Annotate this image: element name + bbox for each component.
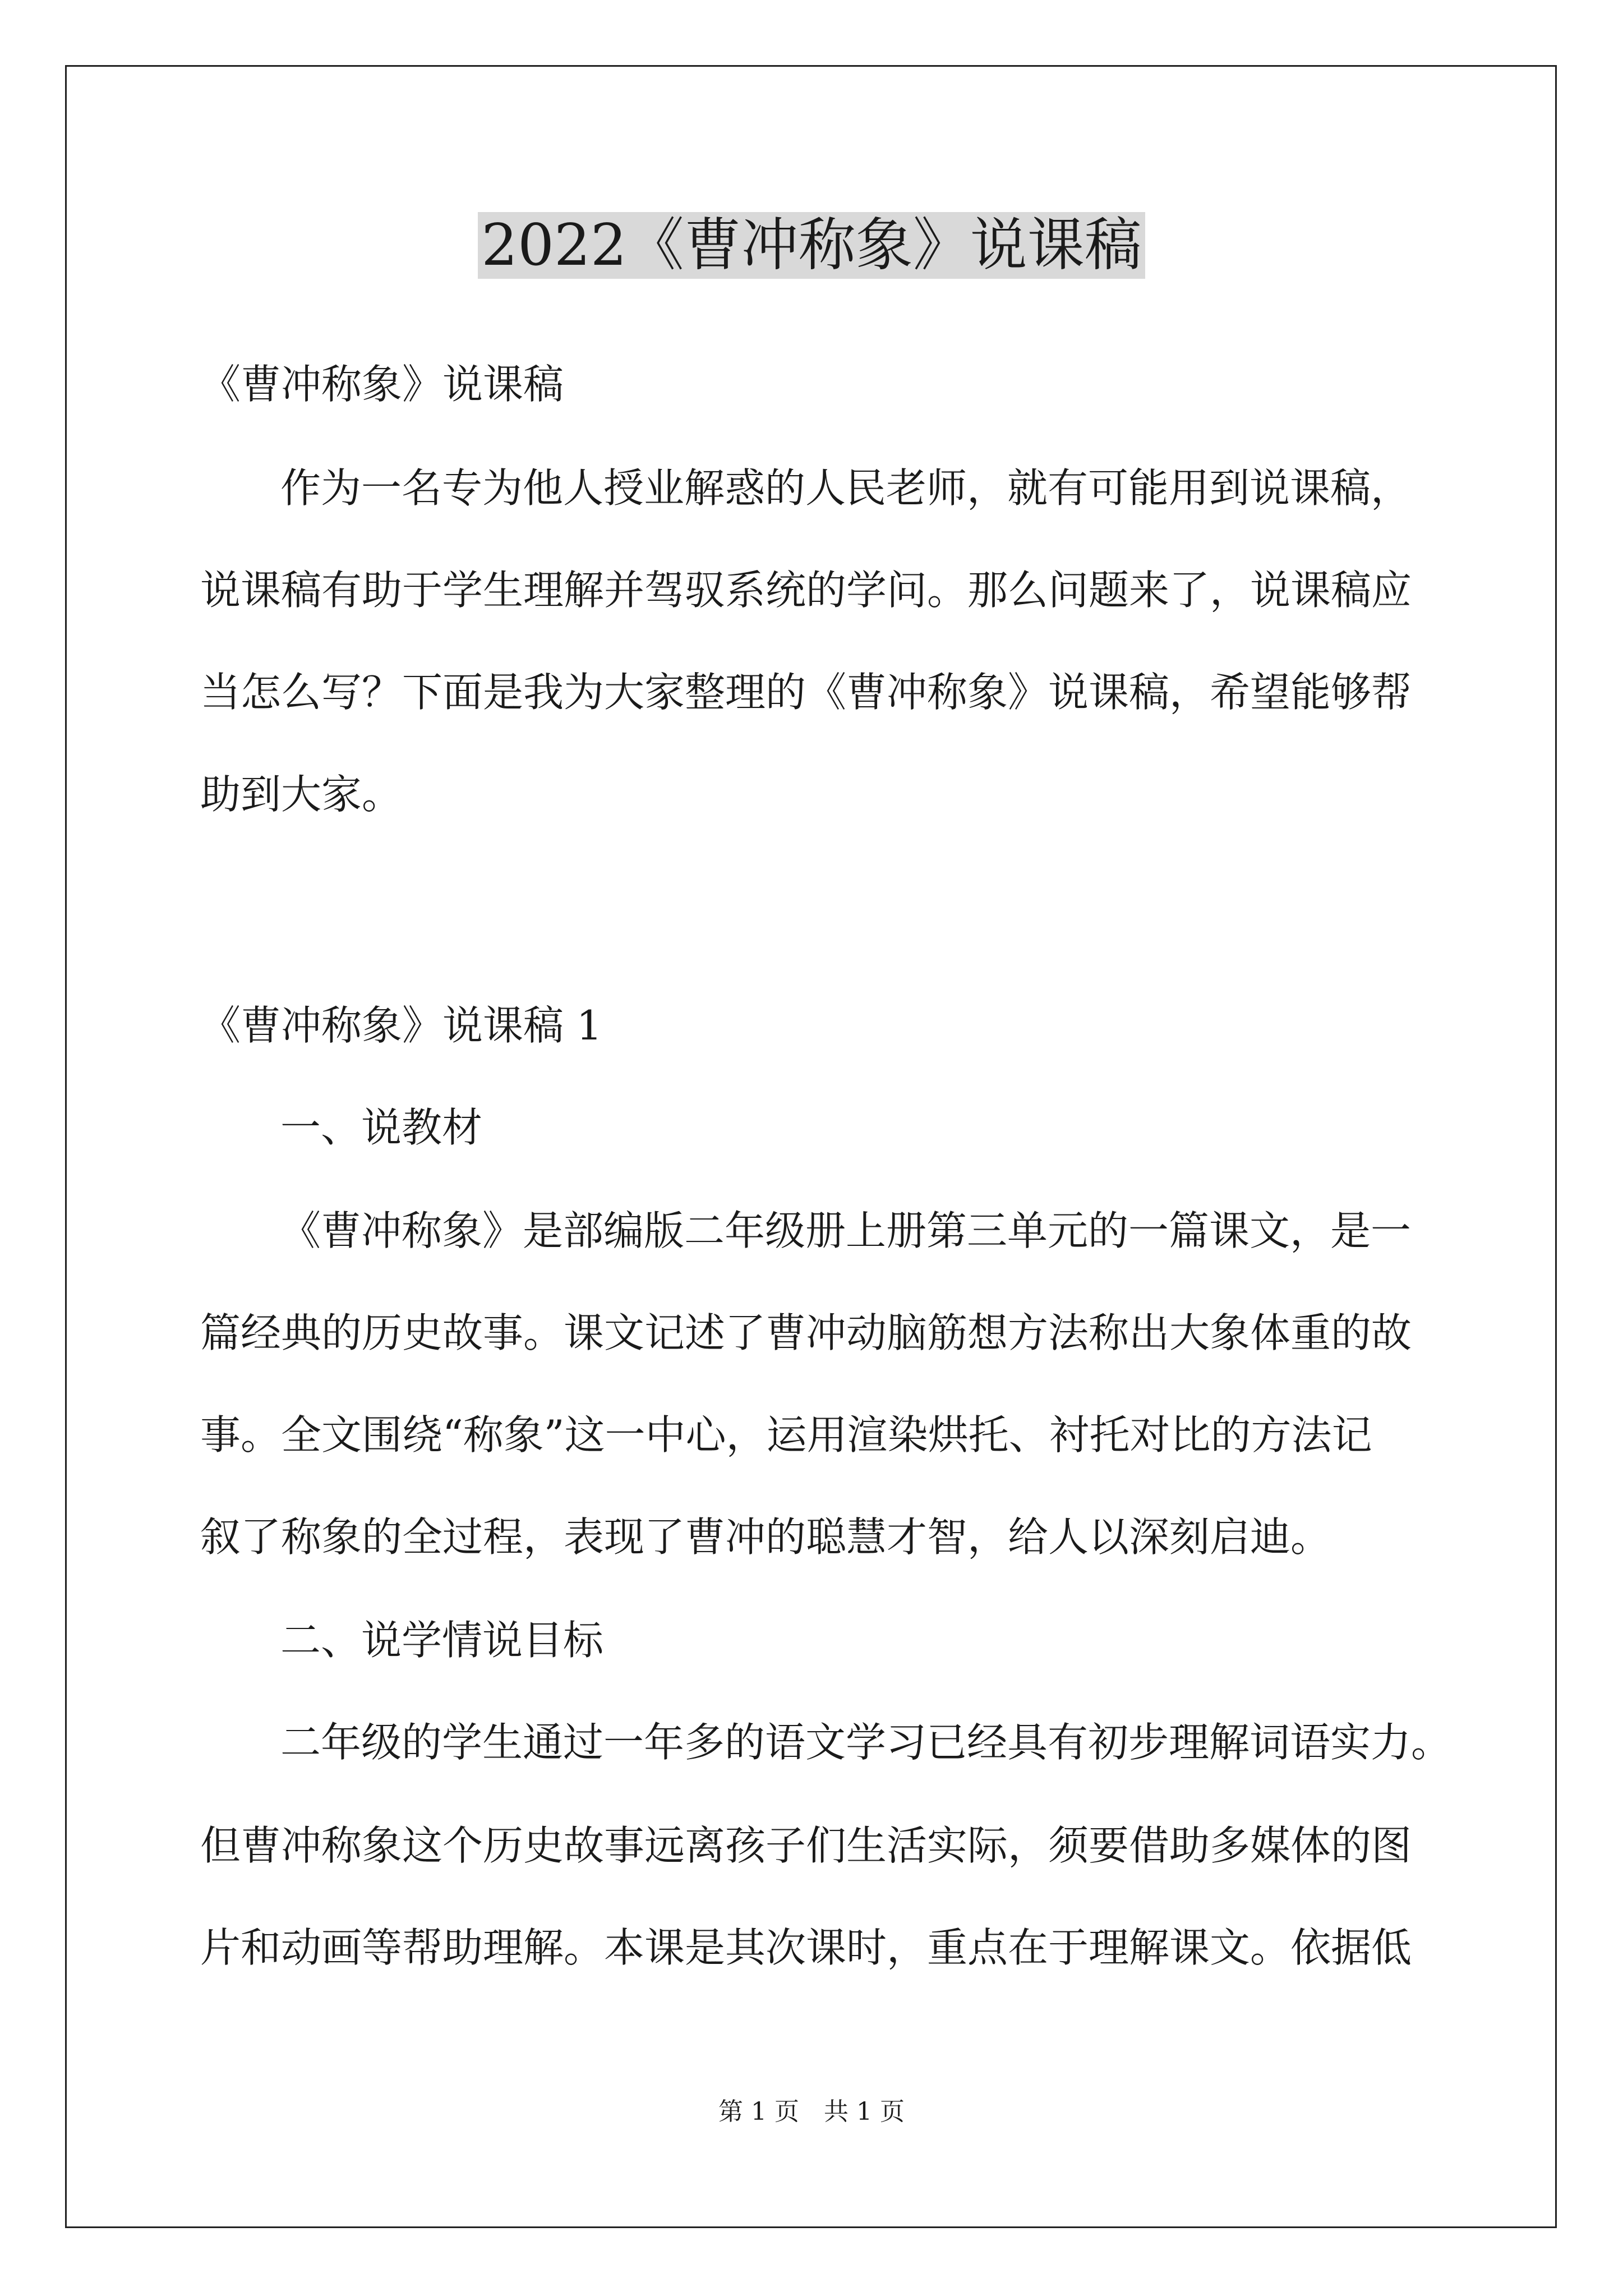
subtitle-line: 《曹冲称象》说课稿 [200,361,564,408]
paragraph-line: 说课稿有助于学生理解并驾驭系统的学问。那么问题来了，说课稿应 [200,567,1412,614]
document-title [0,206,1623,285]
document-title-text: 2022《曹冲称象》说课稿 [478,212,1145,279]
section-heading: 《曹冲称象》说课稿 1 [200,1002,602,1049]
paragraph-line: 当怎么写？下面是我为大家整理的《曹冲称象》说课稿，希望能够帮 [200,669,1412,716]
paragraph-line: 事。全文围绕“称象”这一中心，运用渲染烘托、衬托对比的方法记 [200,1411,1372,1458]
subsection-heading: 二、说学情说目标 [280,1617,604,1664]
paragraph-line: 叙了称象的全过程，表现了曹冲的聪慧才智，给人以深刻启迪。 [200,1513,1331,1561]
paragraph-line: 二年级的学生通过一年多的语文学习已经具有初步理解词语实力。 [280,1719,1452,1766]
paragraph-line: 助到大家。 [200,771,403,818]
paragraph-line: 《曹冲称象》是部编版二年级册上册第三单元的一篇课文，是一 [280,1207,1412,1254]
paragraph-line: 作为一名专为他人授业解惑的人民老师，就有可能用到说课稿， [280,464,1412,512]
subsection-heading: 一、说教材 [280,1104,483,1151]
page-number: 第 1 页 共 1 页 [718,2097,905,2126]
paragraph-line: 但曹冲称象这个历史故事远离孩子们生活实际，须要借助多媒体的图 [200,1822,1412,1869]
paragraph-line: 片和动画等帮助理解。本课是其次课时，重点在于理解课文。依据低 [200,1924,1412,1971]
paragraph-line: 篇经典的历史故事。课文记述了曹冲动脑筋想方法称出大象体重的故 [200,1309,1412,1356]
